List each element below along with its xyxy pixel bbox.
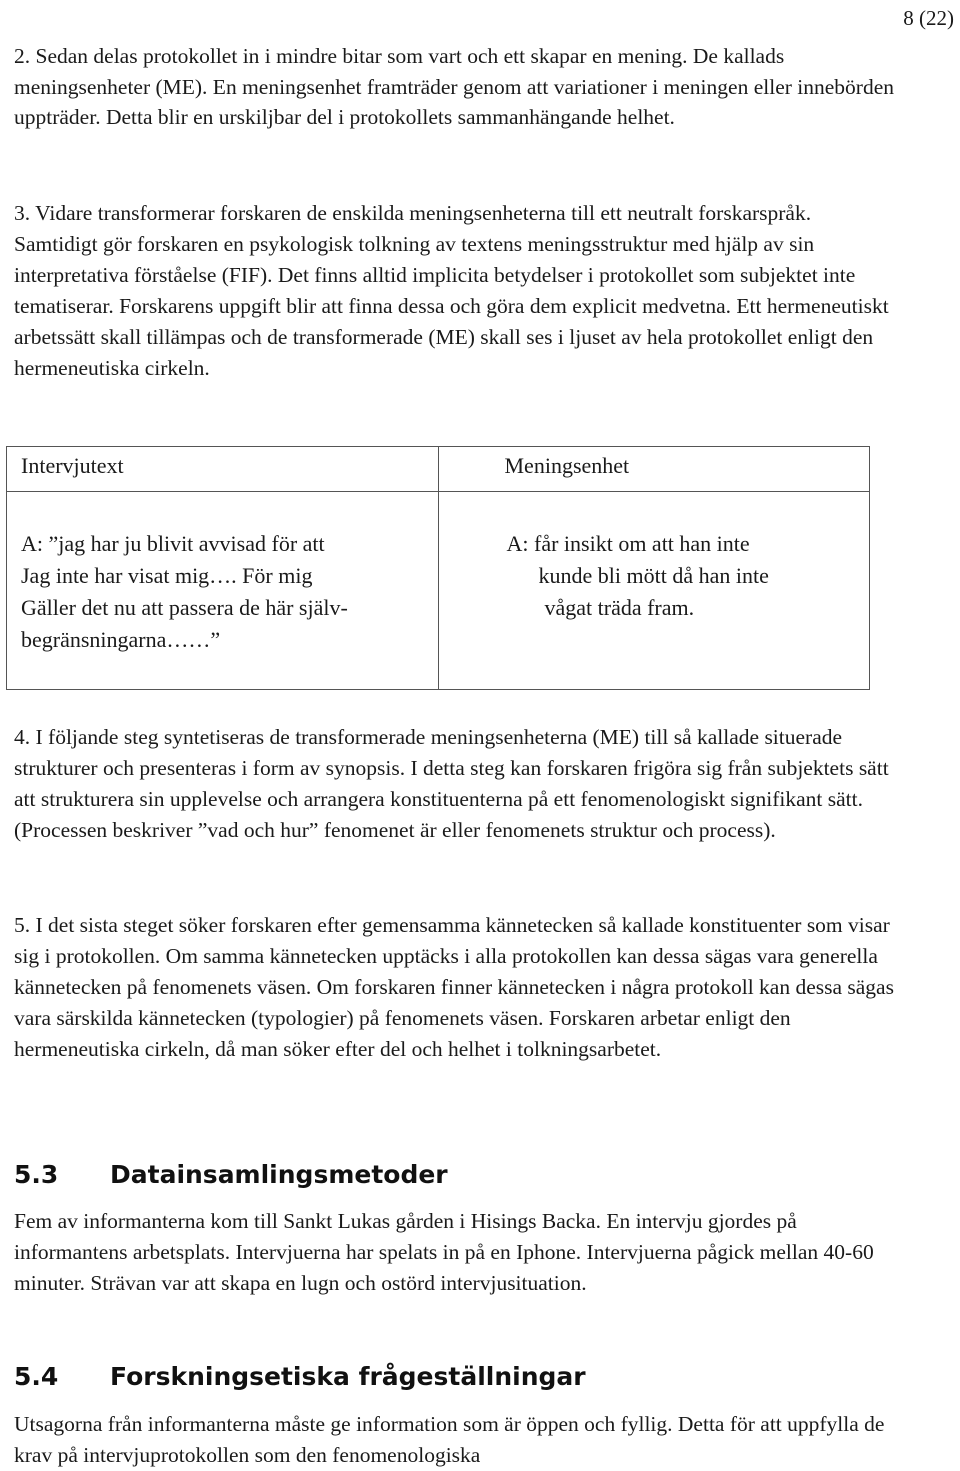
method-step-3: 3. Vidare transformerar forskaren de enskilda meningsenheterna till ett neutralt forskarspråk. Samtidigt gör forskaren en psykologisk tolkning av textens meningsstruktur med hjälp av sin interpretativa förståelse (FIF). Det finns alltid implicita betydelser i protokollet som subjektet inte tematiserar. Forskarens uppgift blir att finna dessa och göra dem explicit medvetna. Ett hermeneutiskt arbetssätt skall tillämpas och de transformerade (ME) skall ses i ljuset av hela protokollet enligt den hermeneutiska cirkeln. <box>14 201 889 380</box>
interview-line: Gäller det nu att passera de här själv- <box>21 595 348 620</box>
page-number: 8 (22) <box>903 6 954 30</box>
interview-line: begränsningarna……” <box>21 627 221 652</box>
section-5-3-text: Fem av informanterna kom till Sankt Lukas gården i Hisings Backa. En intervju gjordes på informantens arbetsplats. Intervjuerna har spelats in på en Iphone. Intervjuerna pågick mellan 40-60 minuter. Strävan var att skapa en lugn och ostörd intervjusituation. <box>14 1209 874 1295</box>
interview-text-cell <box>7 492 439 690</box>
method-step-5: 5. I det sista steget söker forskaren efter gemensamma kännetecken så kallade konstituenter som visar sig i protokollen. Om samma kännetecken upptäcks i alla protokollen kan dessa sägas vara generella kännetecken på fenomenets väsen. Om forskaren finner kännetecken i några protokoll kan dessa sägas vara särskilda kännetecken (typologier) på fenomenets väsen. Forskaren arbetar enligt den hermeneutiska cirkeln, då man söker efter del och helhet i tolkningsarbetet. <box>14 913 894 1061</box>
section-title: Datainsamlingsmetoder <box>110 1160 448 1189</box>
section-title: Forskningsetiska frågeställningar <box>110 1362 586 1391</box>
interview-line: Jag inte har visat mig…. För mig <box>21 563 313 588</box>
meaning-unit-header: Meningsenhet <box>438 447 870 492</box>
meaning-unit-table <box>6 446 870 690</box>
interview-text-header: Intervjutext <box>7 447 439 492</box>
meaning-line: vågat träda fram. <box>544 595 695 620</box>
interview-line: A: ”jag har ju blivit avvisad för att <box>21 531 325 556</box>
section-5-4-text: Utsagorna från informanterna måste ge information som är öppen och fyllig. Detta för att uppfylla de krav på intervjuprotokollen som den fenomenologiska <box>14 1412 885 1467</box>
table-header-row <box>7 447 870 492</box>
method-step-2: 2. Sedan delas protokollet in i mindre bitar som vart och ett skapar en mening. De kallads meningsenheter (ME). En meningsenhet framträder genom att variationer i meningen eller innebörden uppträder. Detta blir en urskiljbar del i protokollets sammanhängande helhet. <box>14 44 894 129</box>
meaning-line: A: får insikt om att han inte <box>506 531 750 556</box>
meaning-unit-cell <box>438 492 870 690</box>
meaning-line: kunde bli mött då han inte <box>538 563 769 588</box>
section-number: 5.3 <box>14 1160 59 1189</box>
section-heading-5-3 <box>14 1160 448 1189</box>
table-row <box>7 492 870 690</box>
method-step-4: 4. I följande steg syntetiseras de transformerade meningsenheterna (ME) till så kallade situerade strukturer och presenteras i form av synopsis. I detta steg kan forskaren frigöra sig från subjektets sätt att strukturera sin upplevelse och arrangera konstituenterna på ett fenomenologiskt signifikant sätt. (Processen beskriver ”vad och hur” fenomenet är eller fenomenets struktur och process). <box>14 725 889 842</box>
section-number: 5.4 <box>14 1362 59 1391</box>
section-heading-5-4 <box>14 1362 586 1391</box>
